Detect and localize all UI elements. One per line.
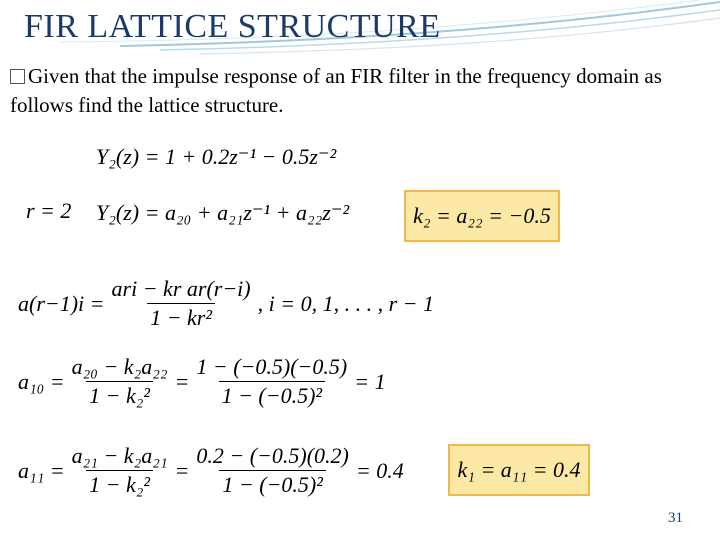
k1-result-text: k₁ = a₁₁ = 0.4: [457, 457, 581, 482]
page-title: FIR LATTICE STRUCTURE: [24, 8, 441, 45]
a11-result: = 0.4: [355, 457, 404, 483]
equation-a11: [18, 443, 404, 498]
a10-numerator-numeric: 1 − (−0.5)(−0.5): [196, 354, 348, 379]
a11-denominator-symbolic: 1 − k₂²: [86, 470, 153, 498]
a11-equals: =: [174, 457, 190, 483]
a11-denominator-numeric: 1 − (−0.5)²: [219, 470, 325, 498]
order-label: r = 2: [26, 198, 72, 223]
equation-recursion: [18, 276, 434, 331]
bullet-text: Given that the impulse response of an FIR filter in the frequency domain as follows find the lattice structure.: [10, 64, 662, 117]
k2-result-box: [404, 190, 560, 242]
recursion-denominator: 1 − kr²: [147, 303, 215, 331]
recursion-lhs: a(r−1)i =: [18, 290, 105, 316]
page-number: 31: [668, 510, 683, 526]
a11-fraction-numeric: [193, 443, 352, 498]
a10-denominator-symbolic: 1 − k₂²: [86, 381, 153, 409]
a11-fraction-symbolic: [69, 443, 171, 498]
k1-result-box: [448, 444, 590, 496]
a10-lhs: a₁₀ =: [18, 368, 65, 394]
bullet-paragraph: [10, 62, 710, 120]
bullet-box-icon: [10, 69, 25, 84]
equation-transfer-function: Y₂(z) = 1 + 0.2z⁻¹ − 0.5z⁻²: [96, 144, 337, 169]
a10-result: = 1: [354, 368, 386, 394]
equation-a10: [18, 354, 386, 409]
recursion-fraction: [109, 276, 254, 331]
a10-fraction-numeric: [193, 354, 350, 409]
recursion-index-range: , i = 0, 1, . . . , r − 1: [257, 290, 434, 316]
a10-denominator-numeric: 1 − (−0.5)²: [219, 381, 325, 409]
equation-general-form: Y₂(z) = a₂₀ + a₂₁z⁻¹ + a₂₂z⁻²: [96, 200, 350, 225]
a10-numerator-symbolic: a₂₀ − k₂a₂₂: [71, 354, 168, 379]
a11-numerator-symbolic: a₂₁ − k₂a₂₁: [71, 443, 168, 468]
a11-lhs: a₁₁ =: [18, 457, 65, 483]
k2-result-text: k₂ = a₂₂ = −0.5: [413, 203, 551, 228]
recursion-numerator: ari − kr ar(r−i): [111, 276, 251, 301]
a10-equals: =: [174, 368, 190, 394]
a11-numerator-numeric: 0.2 − (−0.5)(0.2): [196, 443, 349, 468]
a10-fraction-symbolic: [69, 354, 171, 409]
